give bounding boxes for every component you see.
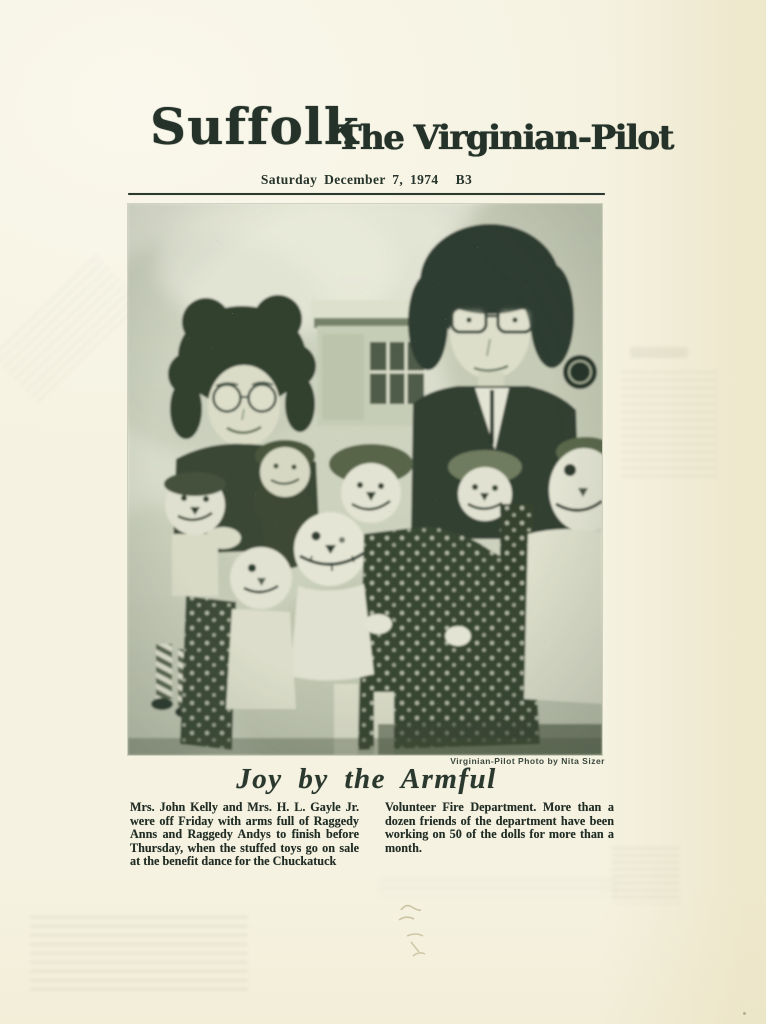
masthead-section-title: Suffolk <box>150 97 360 156</box>
paper-speck <box>743 1012 746 1015</box>
caption-columns <box>130 801 614 869</box>
news-photograph <box>128 204 602 755</box>
article-headline: Joy by the Armful <box>236 763 497 795</box>
masthead-rule <box>128 193 605 195</box>
ghost-text-line <box>378 879 618 896</box>
ghost-text-block <box>30 916 248 993</box>
caption-column-1: Mrs. John Kelly and Mrs. H. L. Gayle Jr. were off Friday with arms full of Raggedy Anns and Raggedy Andys to finish before Thursday, when the stuffed toys go on sale at the benefit dance for the Chuckatuck <box>130 800 359 869</box>
ghost-text-block <box>622 371 718 483</box>
halftone-grain-light <box>128 204 602 755</box>
ghost-text-heading <box>630 347 688 358</box>
photo-illustration <box>128 204 602 755</box>
dateline: Saturday December 7, 1974 <box>260 172 439 187</box>
masthead-newspaper-title: The Virginian-Pilot <box>336 118 673 158</box>
ghost-text-block <box>612 847 680 904</box>
dateline-row <box>128 172 605 188</box>
photo-credit: Virginian-Pilot Photo by Nita Sizer <box>450 756 605 766</box>
caption-column-2: Volunteer Fire Department. More than a dozen friends of the department have been working on 50 of the dolls for more than a month. <box>385 800 614 855</box>
page-number: B3 <box>455 172 473 187</box>
pencil-scribbles <box>393 898 453 968</box>
ghost-text-stamp <box>0 255 142 404</box>
